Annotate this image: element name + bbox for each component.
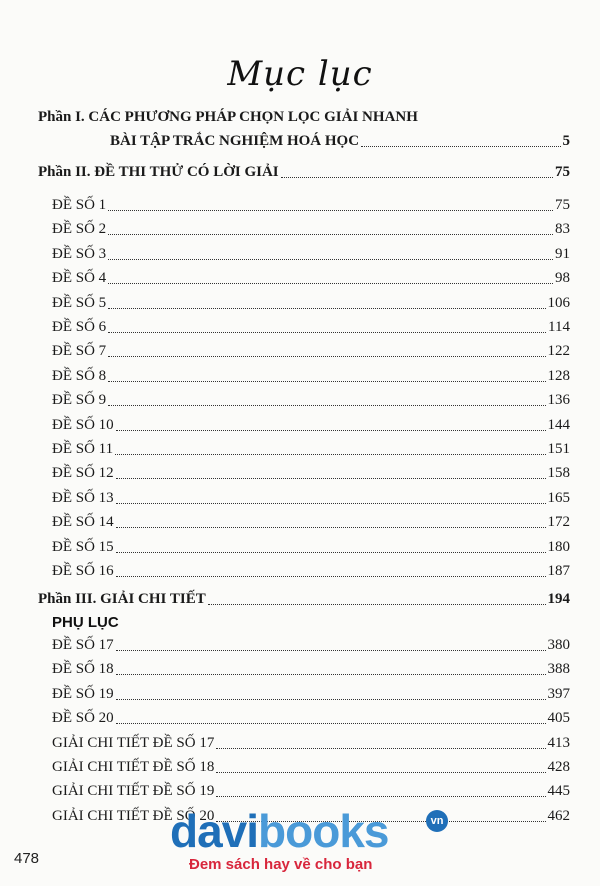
toc-entry[interactable] — [52, 732, 570, 754]
toc-entry[interactable] — [52, 340, 570, 362]
toc-entry[interactable] — [52, 414, 570, 436]
leader-dots — [116, 674, 546, 675]
toc-entry[interactable] — [52, 218, 570, 240]
toc-entry-page: 397 — [547, 685, 570, 702]
leader-dots — [116, 552, 546, 553]
toc-entry-page: 128 — [547, 367, 570, 384]
toc-entry[interactable] — [52, 316, 570, 338]
leader-dots — [108, 405, 545, 406]
appendix-heading: PHỤ LỤC — [52, 614, 119, 631]
toc-entry-page: 388 — [547, 661, 570, 678]
leader-dots — [281, 177, 553, 178]
toc-entry-page: 136 — [547, 392, 570, 409]
leader-dots — [116, 527, 546, 528]
part1-title-line2: BÀI TẬP TRẮC NGHIỆM HOÁ HỌC — [110, 133, 360, 149]
toc-entry-label: ĐỀ SỐ 6 — [52, 319, 107, 335]
toc-entry-page: 144 — [547, 416, 570, 433]
part2-page: 75 — [555, 164, 570, 180]
toc-entry-page: 151 — [547, 441, 570, 457]
toc-entry-label: ĐỀ SỐ 13 — [52, 489, 114, 506]
brand-logo-part2: books — [258, 805, 389, 857]
toc-entry-label: GIẢI CHI TIẾT ĐỀ SỐ 17 — [52, 734, 215, 751]
leader-dots — [116, 478, 546, 479]
toc-entry-page: 91 — [555, 245, 570, 262]
leader-dots — [216, 796, 545, 797]
leader-dots — [208, 604, 546, 605]
toc-entry-page: 83 — [555, 221, 570, 238]
leader-dots — [108, 283, 553, 284]
toc-entry-label: ĐỀ SỐ 5 — [52, 294, 107, 311]
toc-entry-label: ĐỀ SỐ 11 — [52, 441, 114, 457]
toc-entry-part2[interactable] — [38, 161, 570, 183]
leader-dots — [108, 381, 545, 382]
toc-entry-part3[interactable] — [38, 588, 570, 610]
toc-entry-label: GIẢI CHI TIẾT ĐỀ SỐ 18 — [52, 759, 215, 775]
leader-dots — [361, 146, 560, 147]
toc-entry-page: 165 — [547, 489, 570, 506]
part3-page: 194 — [547, 591, 570, 607]
leader-dots — [216, 772, 545, 773]
leader-dots — [108, 356, 545, 357]
leader-dots — [108, 210, 553, 211]
leader-dots — [116, 699, 546, 700]
toc-entry[interactable] — [52, 658, 570, 680]
toc-entry-label: ĐỀ SỐ 10 — [52, 416, 114, 433]
page-title: Mục lục — [227, 54, 373, 94]
toc-entry[interactable] — [52, 756, 570, 778]
toc-entry-label: ĐỀ SỐ 2 — [52, 221, 107, 238]
toc-entry-page: 158 — [547, 465, 570, 482]
toc-entry[interactable] — [52, 683, 570, 705]
toc-entry-label: ĐỀ SỐ 1 — [52, 197, 107, 213]
toc-entry-label: GIẢI CHI TIẾT ĐỀ SỐ 20 — [52, 807, 215, 824]
toc-entry-label: ĐỀ SỐ 12 — [52, 465, 114, 482]
leader-dots — [115, 454, 545, 455]
leader-dots — [108, 332, 546, 333]
leader-dots — [116, 576, 546, 577]
toc-entry-page: 428 — [547, 759, 570, 775]
toc-entry-page: 75 — [555, 197, 570, 213]
toc-entry-label: ĐỀ SỐ 8 — [52, 367, 107, 384]
toc-entry-page: 180 — [547, 538, 570, 555]
page-number: 478 — [14, 850, 40, 867]
part3-title: Phần III. GIẢI CHI TIẾT — [38, 591, 206, 607]
leader-dots — [108, 259, 553, 260]
leader-dots — [116, 650, 546, 651]
toc-entry-label: ĐỀ SỐ 19 — [52, 685, 114, 702]
toc-entry-page: 106 — [547, 294, 570, 311]
brand-tld-badge: vn — [426, 810, 448, 832]
toc-entry-label: ĐỀ SỐ 4 — [52, 270, 107, 287]
brand-logo-part1: davi — [170, 805, 259, 857]
toc-entry-page: 445 — [547, 783, 570, 800]
toc-entry[interactable] — [52, 292, 570, 314]
leader-dots — [108, 234, 553, 235]
toc-entry-label: ĐỀ SỐ 16 — [52, 563, 114, 579]
brand-watermark — [170, 806, 470, 862]
toc-entry-page: 380 — [547, 637, 570, 653]
toc-entry-page: 413 — [547, 734, 570, 751]
toc-entry-label: ĐỀ SỐ 14 — [52, 514, 114, 531]
part1-title-line1: Phần I. CÁC PHƯƠNG PHÁP CHỌN LỌC GIẢI NHANH — [38, 109, 418, 125]
toc-entry-page: 187 — [547, 563, 570, 579]
brand-slogan: Đem sách hay về cho bạn — [189, 856, 373, 873]
leader-dots — [116, 723, 546, 724]
toc-entry-label: ĐỀ SỐ 15 — [52, 538, 114, 555]
toc-entry-page: 405 — [547, 710, 570, 727]
toc-entry[interactable] — [52, 243, 570, 265]
toc-entry-page: 98 — [555, 270, 570, 287]
toc-entry[interactable] — [52, 389, 570, 411]
toc-entry[interactable] — [52, 511, 570, 533]
toc-entry[interactable] — [52, 194, 570, 216]
leader-dots — [116, 503, 546, 504]
toc-entry[interactable] — [52, 487, 570, 509]
toc-entry-label: ĐỀ SỐ 18 — [52, 661, 114, 678]
toc-entry[interactable] — [52, 365, 570, 387]
toc-entry[interactable] — [52, 536, 570, 558]
toc-entry[interactable] — [52, 707, 570, 729]
leader-dots — [116, 430, 546, 431]
toc-entry-page: 114 — [548, 319, 570, 335]
toc-entry[interactable] — [52, 267, 570, 289]
toc-entry[interactable] — [52, 634, 570, 656]
toc-entry-label: ĐỀ SỐ 17 — [52, 637, 114, 653]
toc-entry[interactable] — [52, 780, 570, 802]
toc-entry-page: 172 — [547, 514, 570, 531]
toc-entry-part1[interactable] — [110, 130, 570, 152]
part2-title: Phần II. ĐỀ THI THỬ CÓ LỜI GIẢI — [38, 164, 279, 180]
toc-entry-label: ĐỀ SỐ 7 — [52, 343, 107, 360]
leader-dots — [216, 748, 545, 749]
toc-entry[interactable] — [52, 462, 570, 484]
toc-entry-page: 462 — [547, 807, 570, 824]
part1-page: 5 — [562, 133, 570, 149]
toc-entry-label: ĐỀ SỐ 20 — [52, 710, 114, 727]
toc-entry-page: 122 — [547, 343, 570, 360]
brand-logo — [170, 806, 389, 856]
toc-entry-label: ĐỀ SỐ 3 — [52, 245, 107, 262]
toc-entry-label: GIẢI CHI TIẾT ĐỀ SỐ 19 — [52, 783, 215, 800]
toc-entry[interactable] — [52, 560, 570, 582]
toc-entry[interactable] — [52, 438, 570, 460]
leader-dots — [108, 308, 545, 309]
toc-entry-label: ĐỀ SỐ 9 — [52, 392, 107, 409]
